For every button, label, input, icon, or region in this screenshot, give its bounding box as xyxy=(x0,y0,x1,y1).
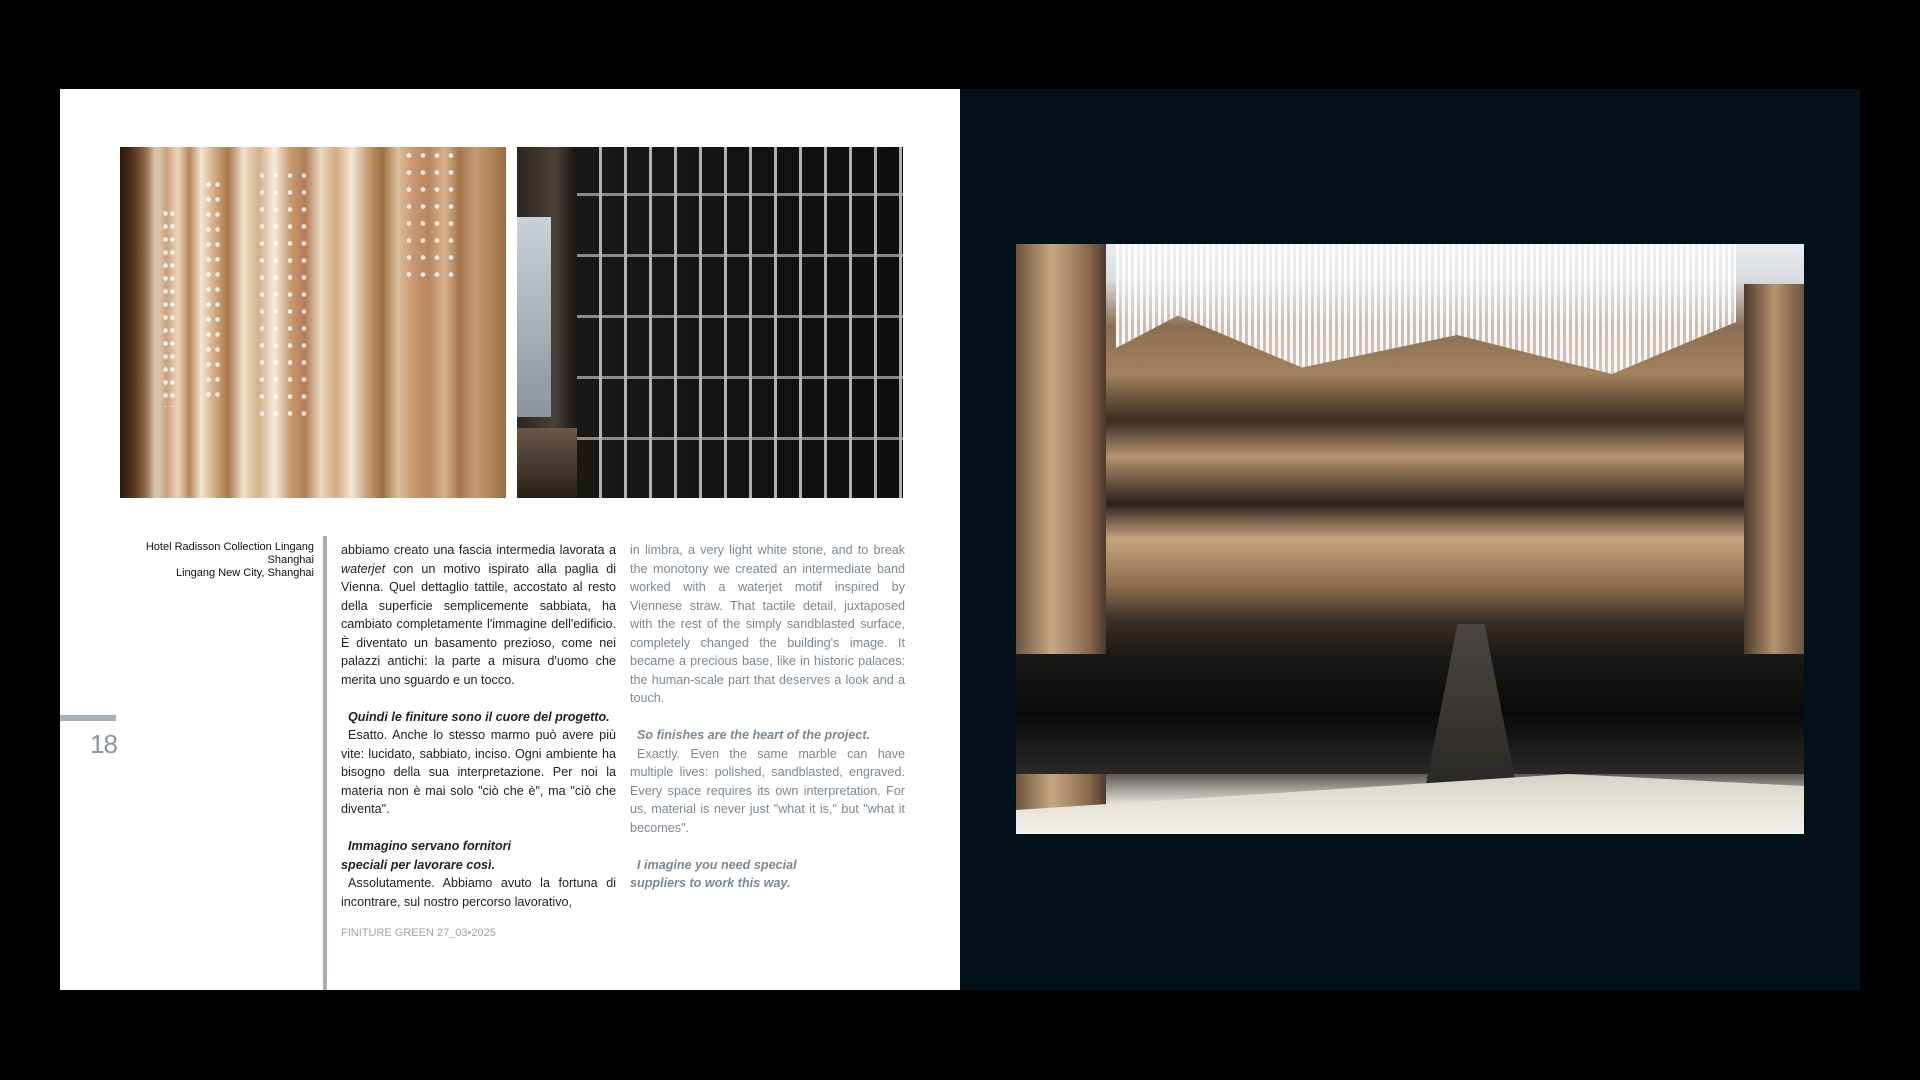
caption-line-2: Shanghai xyxy=(267,554,314,566)
english-text-column xyxy=(630,541,905,893)
page-number: 18 xyxy=(90,729,117,759)
english-paragraph-1: in limbra, a very light white stone, and to break the monotony we created an intermediate band worked with a waterjet motif inspired by Viennese straw. That tactile detail, juxtaposed with the rest of the simply sandblasted surface, completely changed the building's image. It became a precious base, like in historic palaces: the human-scale part that deserves a look and a touch. xyxy=(630,543,905,705)
italian-paragraph-3: Assolutamente. Abbiamo avuto la fortuna di incontrare, sul nostro percorso lavorativo, xyxy=(341,876,616,909)
magazine-footer: FINITURE GREEN 27_03•2025 xyxy=(341,927,496,939)
photo-caption xyxy=(120,541,314,580)
hotel-lobby-photo xyxy=(1016,244,1804,834)
italian-text-column xyxy=(341,541,616,911)
italian-question-1: Quindi le finiture sono il cuore del progetto. xyxy=(348,709,610,724)
english-question-1: So finishes are the heart of the project. xyxy=(637,728,871,742)
screen-wall-photo xyxy=(517,147,903,498)
italian-question-2-line-2: speciali per lavorare così. xyxy=(341,857,496,872)
english-question-2-line-1: I imagine you need special xyxy=(637,857,797,872)
right-page xyxy=(960,89,1860,990)
caption-line-1: Hotel Radisson Collection Lingang xyxy=(145,541,314,553)
page-number-rule xyxy=(60,715,116,721)
travertine-wall-photo xyxy=(120,147,506,498)
english-question-2-line-2: suppliers to work this way. xyxy=(630,876,791,890)
caption-line-3: Lingang New City, Shanghai xyxy=(176,567,314,579)
left-page xyxy=(60,89,960,990)
italian-paragraph-2: Esatto. Anche lo stesso marmo può avere più vite: lucidato, sabbiato, inciso. Ogni ambiente ha bisogno della sua interpretazione. Per noi la materia non è mai solo "ciò che è", ma "ciò che diventa". xyxy=(341,728,616,816)
english-paragraph-2: Exactly. Even the same marble can have multiple lives: polished, sandblasted, engraved. Every space requires its own interpretation. For us, material is never just "what it is," but "what it becomes". xyxy=(630,746,905,835)
italian-paragraph-1: abbiamo creato una fascia intermedia lavorata a waterjet con un motivo ispirato alla paglia di Vienna. Quel dettaglio tattile, accostato al resto della superficie semplicemente sabbiata, ha cambiato completamente l'immagine dell'edificio. È diventato un basamento prezioso, come nei palazzi antichi: la parte a misura d'uomo che merita uno sguardo e un tocco. xyxy=(341,543,616,687)
italian-question-2-line-1: Immagino servano fornitori xyxy=(348,839,512,853)
vertical-divider xyxy=(323,536,327,990)
